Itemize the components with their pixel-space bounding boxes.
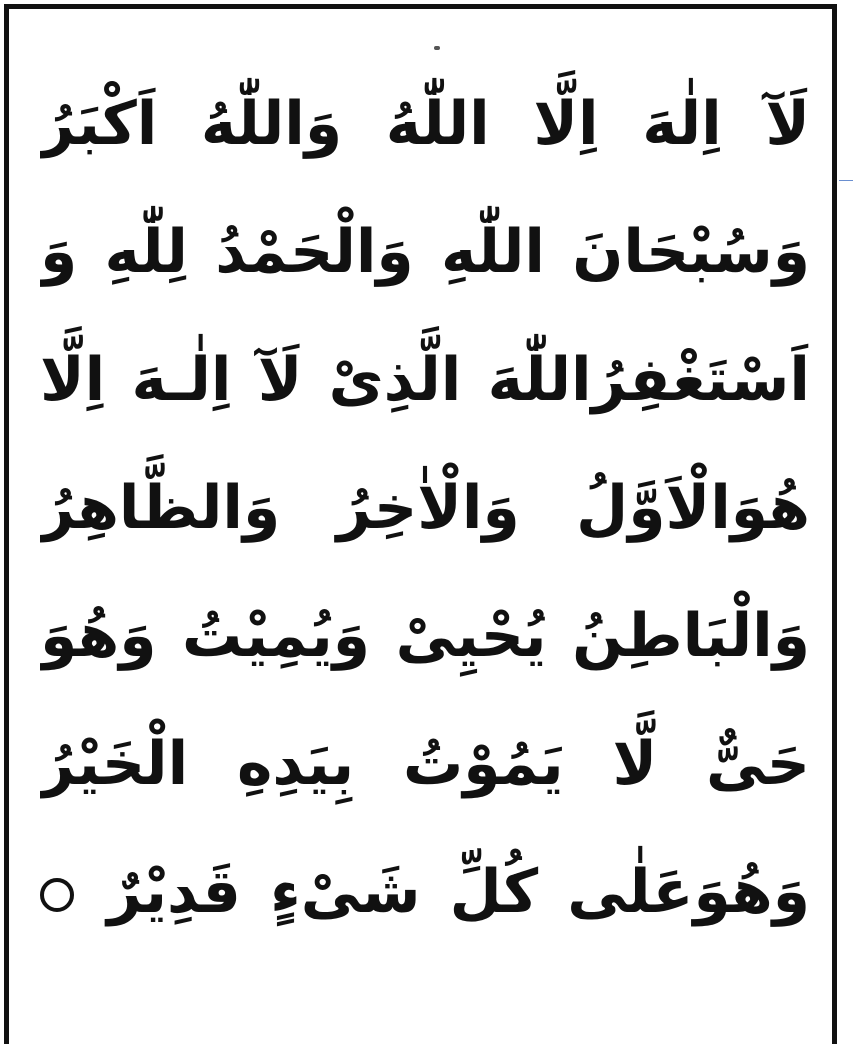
text-line-5: وَالْبَاطِنُ يُحْیِیْ وَيُمِيْتُ وَهُوَ — [40, 601, 810, 671]
scan-edge-mark — [839, 180, 853, 181]
text-line-2: وَسُبْحَانَ اللّٰهِ وَالْحَمْدُ لِلّٰهِ وَ — [40, 217, 810, 287]
text-line-7-text: وَهُوَعَلٰى كُلِّ شَیْءٍ قَدِيْرٌ — [107, 857, 810, 927]
text-line-1: لَآ اِلٰهَ اِلَّا اللّٰهُ وَاللّٰهُ اَكْبَرُ — [40, 89, 810, 159]
text-line-6: حَیٌّ لَّا يَمُوْتُ بِيَدِهِ الْخَيْرُ — [40, 729, 810, 799]
text-line-3: اَسْتَغْفِرُاللّٰهَ الَّذِیْ لَآ اِلٰـهَ اِلَّا — [40, 345, 810, 415]
text-line-4: هُوَالْاَوَّلُ وَالْاٰخِرُ وَالظَّاهِرُ — [40, 473, 810, 543]
scan-speck — [434, 46, 440, 50]
arabic-text-block — [40, 60, 810, 956]
text-line-7 — [40, 828, 810, 956]
verse-end-circle-icon — [40, 878, 74, 912]
